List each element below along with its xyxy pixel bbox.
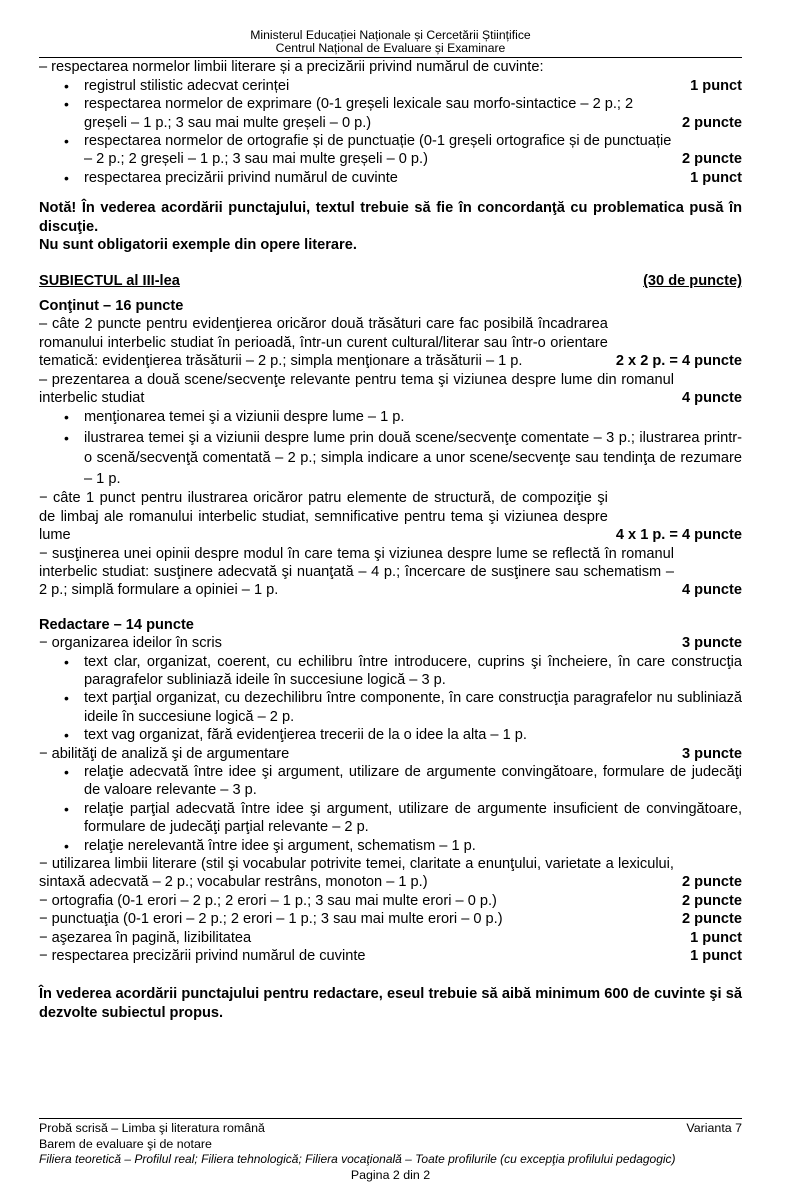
score-label: 3 puncte [681,745,742,762]
score-label: 1 punct [690,929,742,946]
scenes-list [39,407,742,489]
content-title: Conţinut – 16 puncte [39,297,184,314]
criterion-row: − susţinerea unei opinii despre modul în care tema şi viziunea despre lume se reflectă în romanul interbelic studiat: susţinere adecvată şi nuanţată – 4 p.; încercare de susţinere sau schematism – 2 p.; simplă formulare a opiniei – 1 p. 4 puncte [39,545,742,599]
list-item: • text parţial organizat, cu dezechilibru între componente, în care construcţia paragrafelor nu subliniază ideile în succesiune logică – 2 p. [84,689,742,726]
section-title: SUBIECTUL al III-lea (30 de puncte) [39,273,742,290]
score-label: 3 puncte [681,635,742,652]
criterion-row: − aşezarea în pagină, lizibilitatea 1 punct [39,929,742,946]
score-label: 2 puncte [681,874,742,891]
criterion-row: − utilizarea limbii literare (stil şi vocabular potrivite temei, claritate a enunţului, varietate a lexicului, sintaxă adecvată – 2 p.; vocabular restrâns, monoton – 1 p.) 2 puncte [39,856,742,891]
page-content [39,29,742,1022]
criterion-row: − punctuaţia (0-1 erori – 2 p.; 2 erori – 1 p.; 3 sau mai multe erori – 0 p.) 2 puncte [39,911,742,928]
score-label: 1 punct [690,948,742,965]
note-paragraph: Notă! În vederea acordării punctajului, textul trebuie să fie în concordanţă cu problematica pusă în discuţie. [39,200,742,235]
filiera-text: Filiera teoretică – Profilul real; Filiera tehnologică; Filiera vocaţională – Toate profilurile (cu excepţia profilului pedagogic) [39,1152,676,1167]
literary-norms-intro: – respectarea normelor limbii literare și a precizării privind numărul de cuvinte: [39,59,544,76]
score-label: 4 puncte [681,389,742,406]
criterion-row: – câte 2 puncte pentru evidenţierea oricăror două trăsături care fac posibilă încadrarea romanului interbelic studiat în perioadă, într-un curent cultural/literar sau într-o orientare tematică: evidenţierea trăsăturii – 2 p.; simpla menţionare a trăsăturii – 1 p. 2 x 2 p. = 4 puncte [39,316,742,370]
criterion-row: − abilităţi de analiză şi de argumentare 3 puncte [39,745,742,762]
ministry-name: Ministerul Educației Naționale și Cercetării Științifice [250,28,531,42]
criterion-row: − respectarea precizării privind numărul de cuvinte 1 punct [39,948,742,965]
final-note: În vederea acordării punctajului pentru redactare, eseul trebuie să aibă minimum 600 de cuvinte şi să dezvolte subiectul propus. [39,986,742,1021]
note-examples: Nu sunt obligatorii exemple din opere literare. [39,237,357,254]
list-item: • text clar, organizat, coerent, cu echilibru între introducere, cuprins şi încheiere, în care construcţia paragrafelor subliniază ideile în succesiune logică – 3 p. [84,653,742,690]
list-item: • respectarea normelor de ortografie și de punctuație (0-1 greșeli ortografice și de punctuație – 2 p.; 2 greșeli – 1 p.; 3 sau mai multe greșeli – 0 p.) 2 puncte [84,132,742,169]
criterion-row: − câte 1 punct pentru ilustrarea oricăror patru elemente de structură, de compoziţie şi de limbaj ale romanului interbelic studiat, semnificative pentru tema şi viziunea despre lume 4 x 1 p. = 4 puncte [39,490,742,544]
argumentation-list [39,763,742,855]
list-item: • respectarea normelor de exprimare (0-1 greșeli lexicale sau morfo-sintactice – 2 p.; 2 greșeli – 1 p.; 3 sau mai multe greșeli – 0 p.) 2 puncte [84,95,742,132]
score-label: 2 puncte [681,114,742,131]
list-item: • ilustrarea temei şi a viziunii despre lume prin două scene/secvenţe comentate – 3 p.; ilustrarea printr-o scenă/secvenţă comentată – 2 p.; simpla indicare a unor scene/secvenţe sau tendinţa de rezumare – 1 p. [84,428,742,490]
page-number: Pagina 2 din 2 [350,1167,431,1182]
score-label: 1 punct [690,77,742,94]
list-item: • relaţie nerelevantă între idee şi argument, schematism – 1 p. [84,837,742,855]
list-item: • respectarea precizării privind numărul de cuvinte 1 punct [84,169,742,187]
list-item: • registrul stilistic adecvat cerinței 1 punct [84,77,742,95]
organization-list [39,653,742,745]
document-header [39,29,742,58]
list-item: • relaţie adecvată între idee şi argument, utilizare de argumente convingătoare, formulare de judecăţi de valoare relevante – 3 p. [84,763,742,800]
redactare-title: Redactare – 14 puncte [39,616,194,633]
document-type: Barem de evaluare şi de notare [39,1136,212,1151]
list-item: • text vag organizat, fără evidenţierea trecerii de la o idee la alta – 1 p. [84,726,742,744]
center-name: Centrul Național de Evaluare și Examinare [275,41,506,56]
score-label: 4 x 1 p. = 4 puncte [615,527,742,544]
criterion-row: – prezentarea a două scene/secvenţe relevante pentru tema şi viziunea despre lume din romanul interbelic studiat 4 puncte [39,371,742,406]
document-footer [39,1118,742,1183]
score-label: 1 punct [690,169,742,186]
literary-norms-list [39,77,742,187]
criterion-row: − ortografia (0-1 erori – 2 p.; 2 erori – 1 p.; 3 sau mai multe erori – 0 p.) 2 puncte [39,892,742,909]
score-label: 2 x 2 p. = 4 puncte [615,353,742,370]
score-label: 2 puncte [681,911,742,928]
top-section [39,58,742,254]
criterion-row: − organizarea ideilor în scris 3 puncte [39,635,742,652]
list-item: • menţionarea temei şi a viziunii despre lume – 1 p. [84,407,742,428]
variant-label: Varianta 7 [686,1121,742,1135]
score-label: 4 puncte [681,582,742,599]
section-points: (30 de puncte) [643,273,742,290]
score-label: 2 puncte [681,892,742,909]
list-item: • relaţie parţial adecvată între idee şi argument, utilizare de argumente insuficient de convingătoare, formulare de judecăţi parţial relevante – 2 p. [84,800,742,837]
score-label: 2 puncte [681,151,742,168]
exam-name: Probă scrisă – Limba şi literatura română [39,1121,265,1135]
